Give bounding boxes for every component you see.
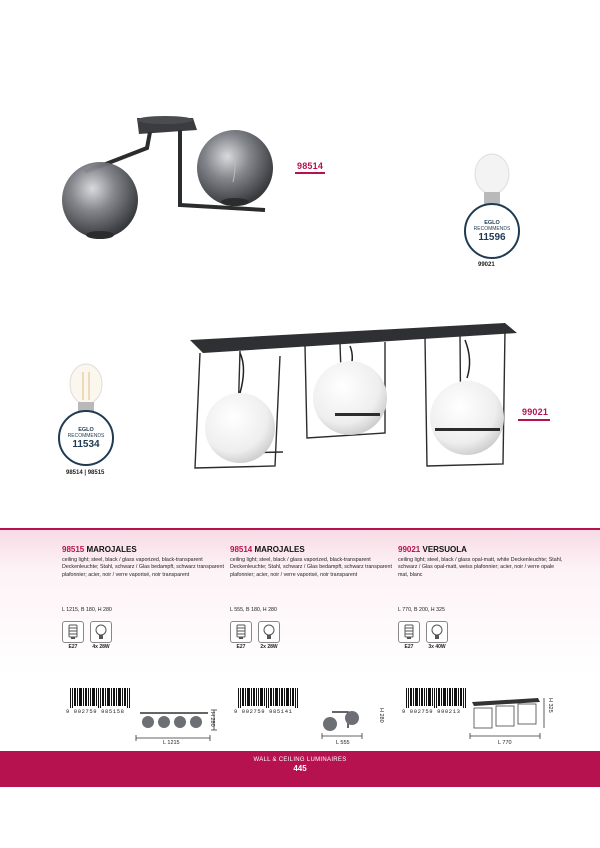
product-number: 98514 xyxy=(230,545,253,554)
badge-line2: RECOMMENDS xyxy=(473,225,511,232)
spec-icon-labels xyxy=(398,644,448,650)
socket-label: E27 xyxy=(68,644,78,650)
spec-icon-labels xyxy=(230,644,280,650)
power-label: 2x 28W xyxy=(260,644,278,650)
dimension-width-label: L 555 xyxy=(336,740,350,746)
badge-code: 11596 xyxy=(478,231,506,243)
product-code-underline xyxy=(295,172,325,174)
socket-icon xyxy=(398,621,420,643)
barcode-number: 9 002759 985141 xyxy=(234,708,293,715)
page-footer xyxy=(0,751,600,787)
product-name: VERSUOLA xyxy=(422,545,467,554)
power-label: 4x 28W xyxy=(92,644,110,650)
product-title xyxy=(230,545,395,554)
product-title xyxy=(62,545,227,554)
product-name: MAROJALES xyxy=(86,545,137,554)
badge-caption: 99021 xyxy=(478,262,495,268)
product-name: MAROJALES xyxy=(254,545,305,554)
barcode-98514 xyxy=(238,688,298,708)
dimension-drawing-99021 xyxy=(466,692,546,744)
product-description: ceiling light; steel, black / glass vaporized, black-transparent Deckenleuchte; Stahl, schwarz / Glas bedampft, schwarz transparent plafonnier; acier, noir / verre vaporisé, noir transparent xyxy=(230,557,392,578)
bulb-power-icon xyxy=(90,621,112,643)
socket-icon xyxy=(230,621,252,643)
product-photo-98514 xyxy=(55,110,290,250)
barcode-98515 xyxy=(70,688,130,708)
dimension-width-label: L 770 xyxy=(498,740,512,746)
product-description: ceiling light; steel, black / glass vaporized, black-transparent Deckenleuchte; Stahl, schwarz / Glas bedampft, schwarz transparent plafonnier; acier, noir / verre vaporisé, noir transparent xyxy=(62,557,224,578)
badge-line2: RECOMMENDS xyxy=(67,432,105,439)
badge-line1: EGLO xyxy=(78,426,94,433)
barcode-number: 9 002759 985158 xyxy=(66,708,125,715)
dimension-height-label: H 325 xyxy=(547,698,553,713)
bulb-power-icon xyxy=(258,621,280,643)
product-spec-99021 xyxy=(398,545,563,650)
eglo-recommends-badge xyxy=(464,203,520,259)
dimension-drawing-98514 xyxy=(318,700,368,742)
footer-section-title: WALL & CEILING LUMINAIRES xyxy=(253,757,347,763)
power-label: 3x 40W xyxy=(428,644,446,650)
barcode-number: 9 002759 990213 xyxy=(402,708,461,715)
badge-caption: 98514 | 98515 xyxy=(66,470,105,476)
product-title xyxy=(398,545,563,554)
product-description: ceiling light; steel, black / glass opal-matt, white Deckenleuchte; Stahl, schwarz / Glas opal-matt, weiss plafonnier; acier, noir / verre opale mat, blanc xyxy=(398,557,563,578)
badge-line1: EGLO xyxy=(484,219,500,226)
product-code-label-99021: 99021 xyxy=(522,407,549,417)
socket-label: E27 xyxy=(404,644,414,650)
product-number: 99021 xyxy=(398,545,421,554)
barcode-99021 xyxy=(406,688,466,708)
product-code-underline xyxy=(518,419,550,421)
spec-icons xyxy=(62,621,112,643)
product-dimensions: L 1215, B 180, H 280 xyxy=(62,607,112,613)
spec-icons xyxy=(230,621,280,643)
product-spec-98515 xyxy=(62,545,227,650)
socket-icon xyxy=(62,621,84,643)
page-number: 445 xyxy=(293,764,307,773)
product-spec-98514 xyxy=(230,545,395,650)
spec-icons xyxy=(398,621,448,643)
dimension-height-label: H 280 xyxy=(209,712,215,727)
dimension-height-label: H 280 xyxy=(378,708,384,723)
badge-code: 11534 xyxy=(72,438,100,450)
product-code-label-98514: 98514 xyxy=(297,161,324,171)
product-photo-99021 xyxy=(185,318,520,488)
spec-icon-labels xyxy=(62,644,112,650)
eglo-recommends-badge xyxy=(58,410,114,466)
socket-label: E27 xyxy=(236,644,246,650)
product-dimensions: L 770, B 200, H 325 xyxy=(398,607,445,613)
product-number: 98515 xyxy=(62,545,85,554)
bulb-power-icon xyxy=(426,621,448,643)
dimension-width-label: L 1215 xyxy=(163,740,180,746)
product-dimensions: L 555, B 180, H 280 xyxy=(230,607,277,613)
